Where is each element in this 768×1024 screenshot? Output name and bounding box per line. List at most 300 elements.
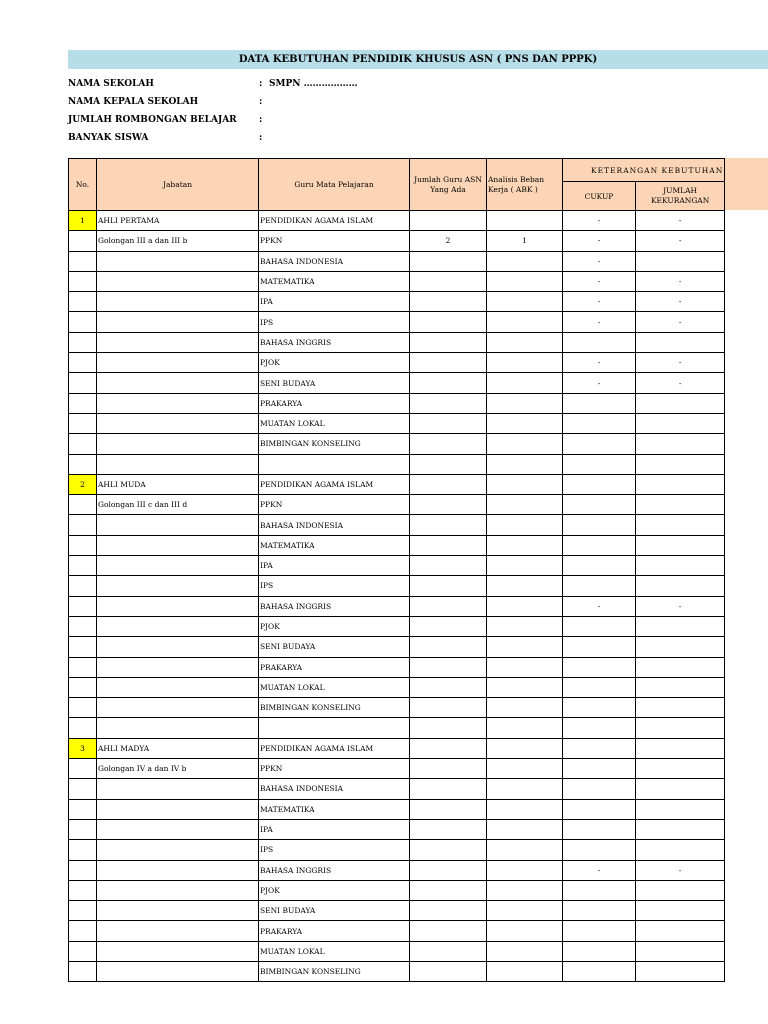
- cell-jumlah-kekurangan: [635, 779, 724, 799]
- cell-abk: [487, 880, 563, 900]
- cell-cukup: -: [563, 251, 636, 271]
- cell-jumlah-guru: [410, 616, 487, 636]
- cell-jabatan: [97, 332, 259, 352]
- cell-jabatan: [97, 251, 259, 271]
- cell-abk: [487, 637, 563, 657]
- table-row: [69, 576, 725, 596]
- cell-no: [69, 637, 97, 657]
- cell-jabatan: [97, 576, 259, 596]
- cell-mapel: [259, 454, 410, 474]
- cell-jumlah-guru: [410, 515, 487, 535]
- cell-jumlah-kekurangan: -: [635, 860, 724, 880]
- cell-no: [69, 535, 97, 555]
- cell-no: 3: [69, 738, 97, 758]
- cell-no: [69, 251, 97, 271]
- cell-abk: [487, 799, 563, 819]
- cell-jabatan: [97, 840, 259, 860]
- cell-jabatan: [97, 779, 259, 799]
- cell-cukup: [563, 819, 636, 839]
- cell-jabatan: [97, 698, 259, 718]
- needs-table: [68, 158, 725, 982]
- cell-mapel: PJOK: [259, 616, 410, 636]
- cell-mapel: BIMBINGAN KONSELING: [259, 434, 410, 454]
- cell-jumlah-guru: [410, 576, 487, 596]
- cell-abk: [487, 332, 563, 352]
- cell-jumlah-kekurangan: [635, 515, 724, 535]
- cell-cukup: [563, 657, 636, 677]
- cell-mapel: BAHASA INGGRIS: [259, 332, 410, 352]
- table-row: [69, 332, 725, 352]
- cell-mapel: BAHASA INGGRIS: [259, 860, 410, 880]
- cell-jumlah-guru: [410, 251, 487, 271]
- table-row: [69, 860, 725, 880]
- cell-abk: [487, 759, 563, 779]
- cell-cukup: [563, 474, 636, 494]
- cell-jumlah-kekurangan: -: [635, 211, 724, 231]
- table-row: [69, 495, 725, 515]
- cell-mapel: IPS: [259, 840, 410, 860]
- cell-cukup: -: [563, 596, 636, 616]
- cell-no: [69, 941, 97, 961]
- cell-jumlah-kekurangan: [635, 495, 724, 515]
- cell-mapel: PPKN: [259, 759, 410, 779]
- table-row: [69, 556, 725, 576]
- table-row: [69, 759, 725, 779]
- cell-jumlah-guru: [410, 373, 487, 393]
- cell-no: [69, 312, 97, 332]
- cell-jumlah-guru: [410, 657, 487, 677]
- cell-jabatan: Golongan III c dan III d: [97, 495, 259, 515]
- table-row: [69, 799, 725, 819]
- cell-jabatan: [97, 393, 259, 413]
- cell-jumlah-kekurangan: [635, 819, 724, 839]
- cell-cukup: [563, 495, 636, 515]
- cell-jumlah-kekurangan: [635, 698, 724, 718]
- table-row: [69, 312, 725, 332]
- cell-no: [69, 657, 97, 677]
- cell-jabatan: [97, 454, 259, 474]
- cell-abk: [487, 698, 563, 718]
- cell-jumlah-kekurangan: [635, 434, 724, 454]
- cell-mapel: IPA: [259, 556, 410, 576]
- cell-jumlah-guru: [410, 332, 487, 352]
- table-row: [69, 373, 725, 393]
- table-row: [69, 454, 725, 474]
- cell-mapel: PJOK: [259, 353, 410, 373]
- cell-jumlah-kekurangan: [635, 738, 724, 758]
- cell-jumlah-guru: [410, 393, 487, 413]
- table-row: [69, 413, 725, 433]
- cell-mapel: PRAKARYA: [259, 921, 410, 941]
- cell-jumlah-kekurangan: -: [635, 271, 724, 291]
- table-row: [69, 535, 725, 555]
- cell-jabatan: [97, 535, 259, 555]
- cell-abk: [487, 373, 563, 393]
- cell-jumlah-guru: [410, 901, 487, 921]
- cell-jumlah-guru: [410, 312, 487, 332]
- cell-abk: [487, 312, 563, 332]
- cell-no: [69, 495, 97, 515]
- cell-mapel: IPA: [259, 819, 410, 839]
- cell-jumlah-kekurangan: [635, 657, 724, 677]
- cell-mapel: PRAKARYA: [259, 657, 410, 677]
- cell-jumlah-kekurangan: -: [635, 596, 724, 616]
- cell-mapel: PENDIDIKAN AGAMA ISLAM: [259, 738, 410, 758]
- cell-jumlah-guru: [410, 961, 487, 981]
- header-jumlah-kekurangan: JUMLAH KEKURANGAN: [635, 182, 724, 211]
- cell-abk: [487, 271, 563, 291]
- cell-jumlah-guru: [410, 637, 487, 657]
- cell-jumlah-guru: [410, 535, 487, 555]
- cell-jumlah-guru: [410, 271, 487, 291]
- cell-mapel: MUATAN LOKAL: [259, 413, 410, 433]
- cell-jumlah-guru: [410, 759, 487, 779]
- cell-abk: [487, 860, 563, 880]
- document-title: DATA KEBUTUHAN PENDIDIK KHUSUS ASN ( PNS DAN PPPK): [68, 50, 768, 69]
- cell-jumlah-guru: [410, 474, 487, 494]
- table-row: [69, 393, 725, 413]
- cell-jumlah-guru: [410, 860, 487, 880]
- cell-jabatan: [97, 353, 259, 373]
- cell-jumlah-guru: [410, 698, 487, 718]
- cell-mapel: BAHASA INGGRIS: [259, 596, 410, 616]
- cell-mapel: BAHASA INDONESIA: [259, 251, 410, 271]
- cell-mapel: SENI BUDAYA: [259, 901, 410, 921]
- cell-jumlah-kekurangan: [635, 474, 724, 494]
- cell-jumlah-kekurangan: -: [635, 231, 724, 251]
- table-row: [69, 271, 725, 291]
- cell-jumlah-guru: [410, 353, 487, 373]
- header-abk: Analisis Beban Kerja ( ABK ): [487, 159, 563, 211]
- cell-cukup: [563, 759, 636, 779]
- cell-mapel: IPS: [259, 576, 410, 596]
- table-row: [69, 515, 725, 535]
- cell-jabatan: [97, 799, 259, 819]
- cell-cukup: [563, 799, 636, 819]
- cell-abk: [487, 211, 563, 231]
- cell-jumlah-kekurangan: [635, 576, 724, 596]
- header-cukup: CUKUP: [563, 182, 636, 211]
- cell-cukup: [563, 880, 636, 900]
- cell-jumlah-kekurangan: -: [635, 373, 724, 393]
- header-keterangan: KETERANGAN KEBUTUHAN: [563, 159, 725, 182]
- cell-jumlah-kekurangan: [635, 840, 724, 860]
- cell-mapel: MATEMATIKA: [259, 799, 410, 819]
- cell-cukup: -: [563, 211, 636, 231]
- cell-abk: [487, 921, 563, 941]
- header-jumlah-guru: Jumlah Guru ASN Yang Ada: [410, 159, 487, 211]
- cell-jabatan: AHLI MUDA: [97, 474, 259, 494]
- cell-no: [69, 353, 97, 373]
- cell-jumlah-kekurangan: [635, 759, 724, 779]
- table-row: [69, 819, 725, 839]
- info-value: SMPN ………………: [269, 79, 358, 89]
- cell-jabatan: Golongan IV a dan IV b: [97, 759, 259, 779]
- table-row: [69, 474, 725, 494]
- cell-cukup: [563, 961, 636, 981]
- cell-no: [69, 799, 97, 819]
- cell-cukup: [563, 434, 636, 454]
- cell-abk: [487, 738, 563, 758]
- cell-abk: [487, 251, 563, 271]
- header-guru-mapel: Guru Mata Pelajaran: [259, 159, 410, 211]
- cell-jumlah-guru: [410, 596, 487, 616]
- info-colon: :: [259, 97, 263, 107]
- cell-mapel: SENI BUDAYA: [259, 373, 410, 393]
- cell-no: [69, 596, 97, 616]
- cell-no: 2: [69, 474, 97, 494]
- table-row: [69, 677, 725, 697]
- cell-jabatan: Golongan III a dan III b: [97, 231, 259, 251]
- cell-abk: [487, 901, 563, 921]
- cell-jumlah-guru: [410, 840, 487, 860]
- cell-mapel: PPKN: [259, 231, 410, 251]
- cell-jabatan: [97, 556, 259, 576]
- cell-jabatan: [97, 901, 259, 921]
- cell-jabatan: [97, 373, 259, 393]
- cell-cukup: -: [563, 373, 636, 393]
- table-row: [69, 901, 725, 921]
- info-label: NAMA KEPALA SEKOLAH: [68, 97, 199, 107]
- cell-jumlah-kekurangan: [635, 901, 724, 921]
- cell-no: [69, 921, 97, 941]
- cell-no: [69, 292, 97, 312]
- cell-cukup: [563, 718, 636, 738]
- table-row: [69, 231, 725, 251]
- cell-no: [69, 880, 97, 900]
- cell-no: [69, 961, 97, 981]
- table-row: [69, 779, 725, 799]
- cell-abk: [487, 474, 563, 494]
- cell-cukup: [563, 738, 636, 758]
- cell-cukup: [563, 677, 636, 697]
- cell-cukup: [563, 454, 636, 474]
- cell-jumlah-guru: [410, 819, 487, 839]
- table-row: [69, 211, 725, 231]
- table-row: [69, 840, 725, 860]
- table-body: [69, 211, 725, 982]
- cell-jumlah-kekurangan: [635, 799, 724, 819]
- cell-jumlah-kekurangan: [635, 556, 724, 576]
- table-row: [69, 698, 725, 718]
- table-row: [69, 880, 725, 900]
- table-row: [69, 738, 725, 758]
- cell-jabatan: [97, 434, 259, 454]
- cell-abk: [487, 840, 563, 860]
- cell-cukup: [563, 332, 636, 352]
- cell-mapel: PENDIDIKAN AGAMA ISLAM: [259, 211, 410, 231]
- cell-jumlah-guru: [410, 880, 487, 900]
- info-colon: :: [259, 133, 263, 143]
- cell-abk: [487, 779, 563, 799]
- cell-mapel: [259, 718, 410, 738]
- cell-jumlah-guru: [410, 454, 487, 474]
- info-colon: :: [259, 115, 263, 125]
- cell-jumlah-kekurangan: [635, 880, 724, 900]
- cell-mapel: PRAKARYA: [259, 393, 410, 413]
- cell-jabatan: [97, 961, 259, 981]
- cell-jabatan: [97, 860, 259, 880]
- cell-no: [69, 454, 97, 474]
- table-row: [69, 941, 725, 961]
- cell-cukup: [563, 515, 636, 535]
- cell-jumlah-kekurangan: [635, 393, 724, 413]
- cell-cukup: [563, 698, 636, 718]
- cell-jumlah-guru: [410, 718, 487, 738]
- cell-jumlah-guru: [410, 556, 487, 576]
- table-row: [69, 921, 725, 941]
- cell-jumlah-kekurangan: [635, 637, 724, 657]
- cell-jabatan: [97, 921, 259, 941]
- cell-jumlah-kekurangan: [635, 251, 724, 271]
- cell-jumlah-guru: [410, 799, 487, 819]
- cell-jabatan: AHLI MADYA: [97, 738, 259, 758]
- cell-jumlah-guru: [410, 495, 487, 515]
- cell-jabatan: [97, 271, 259, 291]
- cell-jabatan: [97, 312, 259, 332]
- cell-jabatan: [97, 637, 259, 657]
- cell-cukup: -: [563, 271, 636, 291]
- cell-jumlah-guru: [410, 779, 487, 799]
- cell-mapel: BIMBINGAN KONSELING: [259, 961, 410, 981]
- cell-cukup: -: [563, 312, 636, 332]
- cell-no: [69, 759, 97, 779]
- cell-abk: [487, 495, 563, 515]
- cell-jumlah-kekurangan: [635, 941, 724, 961]
- cell-cukup: [563, 840, 636, 860]
- cell-jabatan: [97, 941, 259, 961]
- cell-abk: [487, 616, 563, 636]
- cell-no: [69, 576, 97, 596]
- cell-no: [69, 616, 97, 636]
- info-colon: :: [259, 79, 263, 89]
- table-row: [69, 434, 725, 454]
- cell-no: [69, 413, 97, 433]
- cell-mapel: SENI BUDAYA: [259, 637, 410, 657]
- cell-jabatan: [97, 616, 259, 636]
- cell-jabatan: [97, 515, 259, 535]
- header-no: No.: [69, 159, 97, 211]
- cell-jumlah-guru: [410, 738, 487, 758]
- table-row: [69, 616, 725, 636]
- cell-cukup: -: [563, 292, 636, 312]
- header-jabatan: Jabatan: [97, 159, 259, 211]
- cell-no: [69, 677, 97, 697]
- cell-abk: [487, 535, 563, 555]
- cell-abk: [487, 596, 563, 616]
- cell-cukup: [563, 941, 636, 961]
- cell-jabatan: [97, 292, 259, 312]
- cell-jabatan: [97, 657, 259, 677]
- cell-jumlah-kekurangan: [635, 677, 724, 697]
- cell-abk: [487, 515, 563, 535]
- cell-no: [69, 231, 97, 251]
- cell-jumlah-guru: [410, 921, 487, 941]
- cell-cukup: -: [563, 860, 636, 880]
- table-row: [69, 292, 725, 312]
- cell-mapel: MUATAN LOKAL: [259, 941, 410, 961]
- cell-abk: [487, 393, 563, 413]
- cell-no: 1: [69, 211, 97, 231]
- cell-jumlah-kekurangan: -: [635, 312, 724, 332]
- cell-cukup: [563, 779, 636, 799]
- cell-cukup: [563, 637, 636, 657]
- cell-abk: [487, 657, 563, 677]
- cell-cukup: [563, 393, 636, 413]
- cell-abk: [487, 819, 563, 839]
- cell-jumlah-guru: [410, 434, 487, 454]
- cell-jumlah-kekurangan: [635, 961, 724, 981]
- info-label: JUMLAH ROMBONGAN BELAJAR: [68, 115, 237, 125]
- cell-jumlah-guru: [410, 292, 487, 312]
- cell-no: [69, 819, 97, 839]
- cell-mapel: PENDIDIKAN AGAMA ISLAM: [259, 474, 410, 494]
- cell-jumlah-kekurangan: [635, 921, 724, 941]
- cell-cukup: [563, 535, 636, 555]
- cell-jumlah-kekurangan: [635, 535, 724, 555]
- cell-no: [69, 515, 97, 535]
- cell-no: [69, 698, 97, 718]
- cell-cukup: -: [563, 353, 636, 373]
- table-row: [69, 596, 725, 616]
- cell-no: [69, 332, 97, 352]
- cell-cukup: [563, 616, 636, 636]
- cell-jumlah-guru: [410, 941, 487, 961]
- cell-mapel: IPA: [259, 292, 410, 312]
- cell-jumlah-guru: [410, 413, 487, 433]
- cell-no: [69, 393, 97, 413]
- info-label: BANYAK SISWA: [68, 133, 149, 143]
- cell-mapel: PPKN: [259, 495, 410, 515]
- cell-no: [69, 840, 97, 860]
- cell-no: [69, 779, 97, 799]
- cell-cukup: -: [563, 231, 636, 251]
- cell-abk: [487, 718, 563, 738]
- cell-jabatan: [97, 880, 259, 900]
- cell-jabatan: [97, 677, 259, 697]
- cell-jumlah-kekurangan: -: [635, 353, 724, 373]
- cell-abk: 1: [487, 231, 563, 251]
- table-row: [69, 657, 725, 677]
- cell-jumlah-kekurangan: -: [635, 292, 724, 312]
- table-row: [69, 718, 725, 738]
- cell-abk: [487, 413, 563, 433]
- cell-abk: [487, 941, 563, 961]
- cell-jumlah-kekurangan: [635, 616, 724, 636]
- cell-jumlah-kekurangan: [635, 413, 724, 433]
- cell-no: [69, 271, 97, 291]
- cell-jabatan: [97, 413, 259, 433]
- cell-cukup: [563, 921, 636, 941]
- cell-jumlah-guru: 2: [410, 231, 487, 251]
- cell-jabatan: [97, 596, 259, 616]
- cell-abk: [487, 353, 563, 373]
- cell-jabatan: AHLI PERTAMA: [97, 211, 259, 231]
- cell-abk: [487, 576, 563, 596]
- table-row: [69, 637, 725, 657]
- cell-jabatan: [97, 819, 259, 839]
- cell-cukup: [563, 901, 636, 921]
- cell-no: [69, 556, 97, 576]
- cell-jumlah-guru: [410, 211, 487, 231]
- cell-mapel: BAHASA INDONESIA: [259, 515, 410, 535]
- cell-mapel: BAHASA INDONESIA: [259, 779, 410, 799]
- cell-mapel: PJOK: [259, 880, 410, 900]
- cell-no: [69, 373, 97, 393]
- cell-no: [69, 718, 97, 738]
- cell-jabatan: [97, 718, 259, 738]
- cell-jumlah-guru: [410, 677, 487, 697]
